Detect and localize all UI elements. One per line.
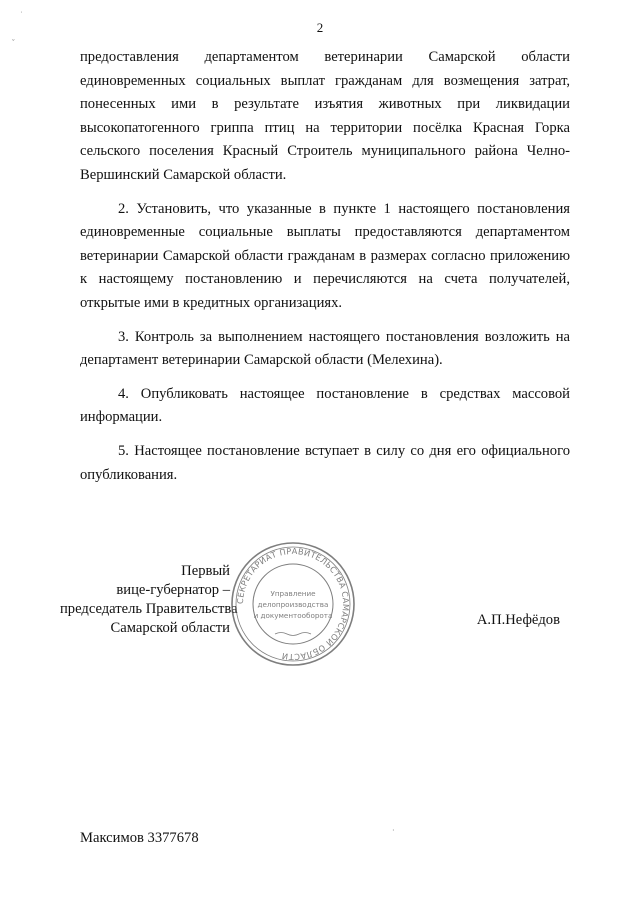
scan-mark: ˙ — [20, 10, 23, 19]
signatory-name: А.П.Нефёдов — [476, 612, 560, 628]
seal-center-line: делопроизводства — [257, 600, 329, 609]
official-seal-stamp — [229, 540, 357, 668]
scan-mark: ˇ — [12, 38, 15, 47]
paragraph-item-5: 5. Настоящее постановление вступает в силу со дня его официального опубликования. — [80, 442, 570, 483]
executor-contact: Максимов 3377678 — [80, 830, 199, 846]
signatory-title-line: вице-губернатор – — [116, 582, 230, 598]
document-body — [80, 46, 570, 497]
signatory-title — [60, 562, 238, 638]
scan-mark: · — [392, 826, 395, 835]
paragraph-item-3: 3. Контроль за выполнением настоящего постановления возложить на департамент ветеринарии Самарской области (Мелехина). — [80, 328, 570, 369]
signatory-title-line: Первый — [181, 563, 230, 579]
paragraph-item-2: 2. Установить, что указанные в пункте 1 настоящего постановления единовременные социальные выплаты предоставляются департаментом ветеринарии Самарской области гражданам в размерах согласно приложению к настоящему постановлению и перечисляются на счета получателей, открытые ими в кредитных организациях. — [80, 200, 570, 311]
seal-ornament — [275, 633, 311, 636]
seal-ring-text: СЕКРЕТАРИАТ ПРАВИТЕЛЬСТВА САМАРСКОЙ ОБЛАСТИ — [234, 545, 352, 663]
seal-center-line: Управление — [270, 589, 316, 598]
paragraph-continuation: предоставления департаментом ветеринарии Самарской области единовременных социальных выплат гражданам для возмещения затрат, понесенных ими в результате изъятия животных при ликвидации высокопатогенного гриппа птиц на территории посёлка Красная Горка сельского поселения Красный Строитель муниципального района Челно-Вершинский Самарской области. — [80, 49, 570, 183]
page-number: 2 — [316, 20, 324, 35]
signatory-title-line: председатель Правительства — [60, 601, 238, 617]
signatory-title-line: Самарской области — [110, 620, 230, 636]
paragraph-item-4: 4. Опубликовать настоящее постановление в средствах массовой информации. — [80, 385, 570, 426]
seal-center-line: и документооборота — [253, 611, 333, 620]
